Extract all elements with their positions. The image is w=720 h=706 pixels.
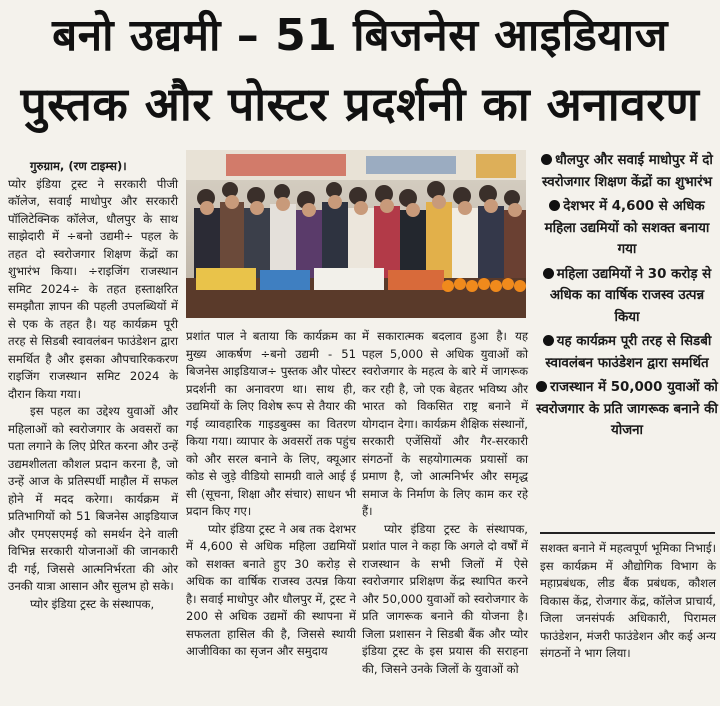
article-column-2: [186, 328, 356, 700]
highlight-item: धौलपुर और सवाई माधोपुर में दो स्वरोजगार शिक्षण केंद्रों का शुभारंभ: [541, 153, 713, 190]
highlight-item: महिला उद्यमियों ने 30 करोड़ से अधिक का वार्षिक राजस्व उत्पन्न किया: [536, 264, 718, 329]
highlight-item: राजस्थान में 50,000 युवाओं को स्वरोजगार के प्रति जागरूक बनाने की योजना: [536, 380, 718, 438]
paragraph: में सकारात्मक बदलाव हुआ है। यह पहल 5,000 से अधिक युवाओं को स्वरोजगार के महत्व के बारे में जागरूक कर रही है, जो एक बेहतर भविष्य और भारत को विकसित राष्ट्र बनाने में योगदान देगा। कार्यक्रम शैक्षिक संस्थानों, सरकारी एजेंसियों और गैर-सरकारी संगठनों के सहयोगात्मक प्रयासों का प्रमाण है, जो आत्मनिर्भर और समृद्ध समाज के निर्माण के लिए काम कर रहे हैं।: [362, 329, 528, 518]
sidebar-divider: [540, 532, 715, 534]
paragraph: प्योर इंडिया ट्रस्ट के संस्थापक, प्रशांत पाल ने कहा कि अगले दो वर्षों में राजस्थान के सभी जिलों में ऐसे स्वरोजगार प्रशिक्षण केंद्र स्थापित करने और 50,000 युवाओं को स्वरोजगार के प्रति जागरूक बनाने की योजना है। जिला प्रशासन ने सिडबी बैंक और प्योर इंडिया ट्रस्ट के इस प्रयास की सराहना की, जिसने उनके जिलों के युवाओं को: [362, 521, 529, 676]
paragraph: इस पहल का उद्देश्य युवाओं और महिलाओं को स्वरोजगार के अवसरों का पता लगाने के लिए प्रेरित करना और उन्हें उद्यमशीलता कौशल प्रदान करना है, जो उन्हें आज के प्रतिस्पर्धी माहौल में सफल होने में मदद करेगा। कार्यक्रम में प्रतिभागियों को 51 बिजनेस आइडियाज और एमएसएमई को समर्थन देने वाली विभिन्न सरकारी योजनाओं की जानकारी दी गई, जिससे आत्मनिर्भरता की ओर उनकी यात्रा आसान और सुलभ हो सके।: [8, 404, 178, 593]
paragraph: प्योर इंडिया ट्रस्ट ने सरकारी पीजी कॉलेज, सवाई माधोपुर और सरकारी पॉलिटेक्निक कॉलेज, धौलपुर के साथ साझेदारी में ÷बनो उद्यमी÷ पहल के तहत दो स्वरोजगार शिक्षण केंद्रों का शुभारंभ किया। ÷राइजिंग राजस्थान समिट 2024÷ के तहत हस्ताक्षरित समझौता ज्ञापन की पहली उपलब्धियों में से एक के तहत है। यह कार्यक्रम पूरी तरह से सिडबी स्वावलंबन फाउंडेशन द्वारा समर्थित है और इसका औपचारिककरण राइजिंग राजस्थान समिट 2024 के दौरान किया गया।: [8, 176, 178, 401]
bullet-icon: [549, 200, 560, 211]
article-column-3: [362, 328, 528, 700]
paragraph: प्योर इंडिया ट्रस्ट के संस्थापक,: [30, 596, 155, 611]
event-photo: [186, 150, 526, 318]
article-column-4: [540, 540, 716, 700]
headline-line-2: पुस्तक और पोस्टर प्रदर्शनी का अनावरण: [20, 77, 700, 131]
highlight-item: देशभर में 4,600 से अधिक महिला उद्यमियों को सशक्त बनाया गया: [544, 199, 710, 257]
bullet-icon: [541, 154, 552, 165]
paragraph: प्रशांत पाल ने बताया कि कार्यक्रम का मुख्य आकर्षण ÷बनो उद्यमी - 51 बिजनेस आइडियाज÷ पुस्तक और पोस्टर प्रदर्शनी का अनावरण था। साथ ही, उद्यमियों के लिए विशेष रूप से तैयार की गई व्यावहारिक गाइडबुक्स का वितरण किया गया। व्यापार के अवसरों तक पहुंच को और सरल बनाने के लिए, क्यूआर कोड से जुड़े वीडियो सामग्री वाले आई ई सी (सूचना, शिक्षा और संचार) साधन भी प्रदान किए गए।: [186, 329, 356, 518]
highlight-item: यह कार्यक्रम पूरी तरह से सिडबी स्वावलंबन फाउंडेशन द्वारा समर्थित: [536, 331, 718, 374]
bullet-icon: [536, 381, 547, 392]
bullet-icon: [543, 268, 554, 279]
paragraph: सशक्त बनाने में महत्वपूर्ण भूमिका निभाई। इस कार्यक्रम में औद्योगिक विभाग के महाप्रबंधक, लीड बैंक प्रबंधक, कौशल विकास केंद्र, रोजगार केंद्र, कॉलेज प्राचार्य, जिला जनसंपर्क अधिकारी, पिरामल फाउंडेशन, मंजरी फाउंडेशन और कई अन्य संगठनों ने भाग लिया।: [540, 541, 716, 660]
dateline: गुरुग्राम, (रण टाइम्स)।: [30, 159, 127, 173]
bullet-icon: [543, 335, 554, 346]
highlights-box: [536, 150, 718, 534]
headline-line-1: बनो उद्यमी – 51 बिजनेस आइडियाज: [52, 10, 668, 61]
article-column-1: [8, 158, 178, 700]
paragraph: प्योर इंडिया ट्रस्ट ने अब तक देशभर में 4,600 से अधिक महिला उद्यमियों को सशक्त बनाते हुए 30 करोड़ से अधिक का वार्षिक राजस्व उत्पन्न किया है। सवाई माधोपुर और धौलपुर में, ट्रस्ट ने 200 से अधिक उद्यमों की स्थापना में सफलता हासिल की है, जिससे स्थायी आजीविका का सृजन और समुदाय: [186, 521, 356, 658]
